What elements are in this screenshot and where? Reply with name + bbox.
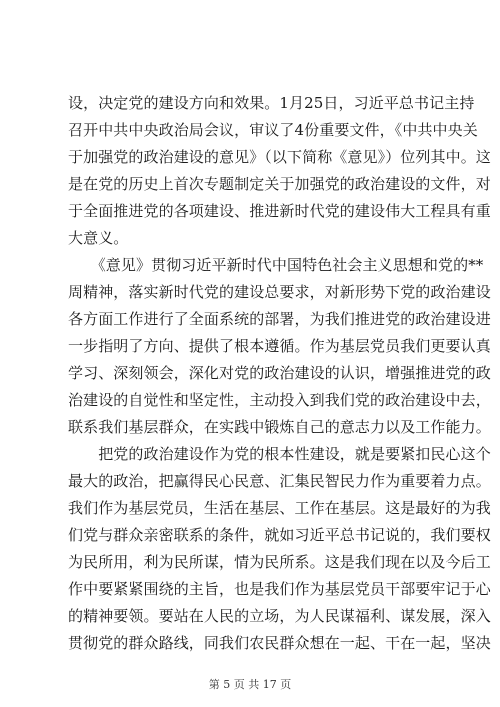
- text-line: 作中要紧紧围绕的主旨，也是我们作为基层党员干部要牢记于心: [68, 580, 491, 598]
- text-line: 大意义。: [68, 229, 129, 247]
- body-text: [68, 90, 491, 657]
- text-line: 的精神要领。要站在人民的立场，为人民谋福利、谋发展，深入: [68, 607, 491, 625]
- text-line: 学习、深刻领会，深化对党的政治建设的认识，增强推进党的政: [68, 364, 491, 382]
- text-line: 《意见》贯彻习近平新时代中国特色社会主义思想和党的**: [68, 256, 484, 274]
- text-line: 治建设的自觉性和坚定性，主动投入到我们党的政治建设中去，: [68, 391, 491, 409]
- text-line: 于加强党的政治建设的意见》（以下简称《意见》）位列其中。这: [68, 148, 491, 166]
- text-line: 一步指明了方向、提供了根本遵循。作为基层党员我们更要认真: [68, 337, 491, 355]
- text-line: 为民所用，利为民所谋，情为民所系。这是我们现在以及今后工: [68, 553, 491, 571]
- text-line: 贯彻党的群众路线，同我们农民群众想在一起、干在一起，坚决: [68, 634, 491, 652]
- text-line: 周精神，落实新时代党的建设总要求，对新形势下党的政治建设: [68, 283, 491, 301]
- page-number-footer: 第 5 页 共 17 页: [208, 678, 292, 691]
- text-line: 联系我们基层群众，在实践中锻炼自己的意志力以及工作能力。: [68, 418, 491, 436]
- text-line: 于全面推进党的各项建设、推进新时代党的建设伟大工程具有重: [68, 202, 491, 220]
- text-line: 是在党的历史上首次专题制定关于加强党的政治建设的文件，对: [68, 175, 491, 193]
- text-line: 把党的政治建设作为党的根本性建设，就是要紧扣民心这个: [68, 445, 491, 463]
- text-line: 设，决定党的建设方向和效果。1月25日，习近平总书记主持: [68, 94, 475, 112]
- text-line: 我们作为基层党员，生活在基层、工作在基层。这是最好的为我: [68, 499, 491, 517]
- text-line: 各方面工作进行了全面系统的部署，为我们推进党的政治建设进: [68, 310, 491, 328]
- text-line: 们党与群众亲密联系的条件，就如习近平总书记说的，我们要权: [68, 526, 491, 544]
- text-line: 最大的政治，把赢得民心民意、汇集民智民力作为重要着力点。: [68, 472, 491, 490]
- text-line: 召开中共中央政治局会议，审议了4份重要文件，《中共中央关: [68, 121, 478, 139]
